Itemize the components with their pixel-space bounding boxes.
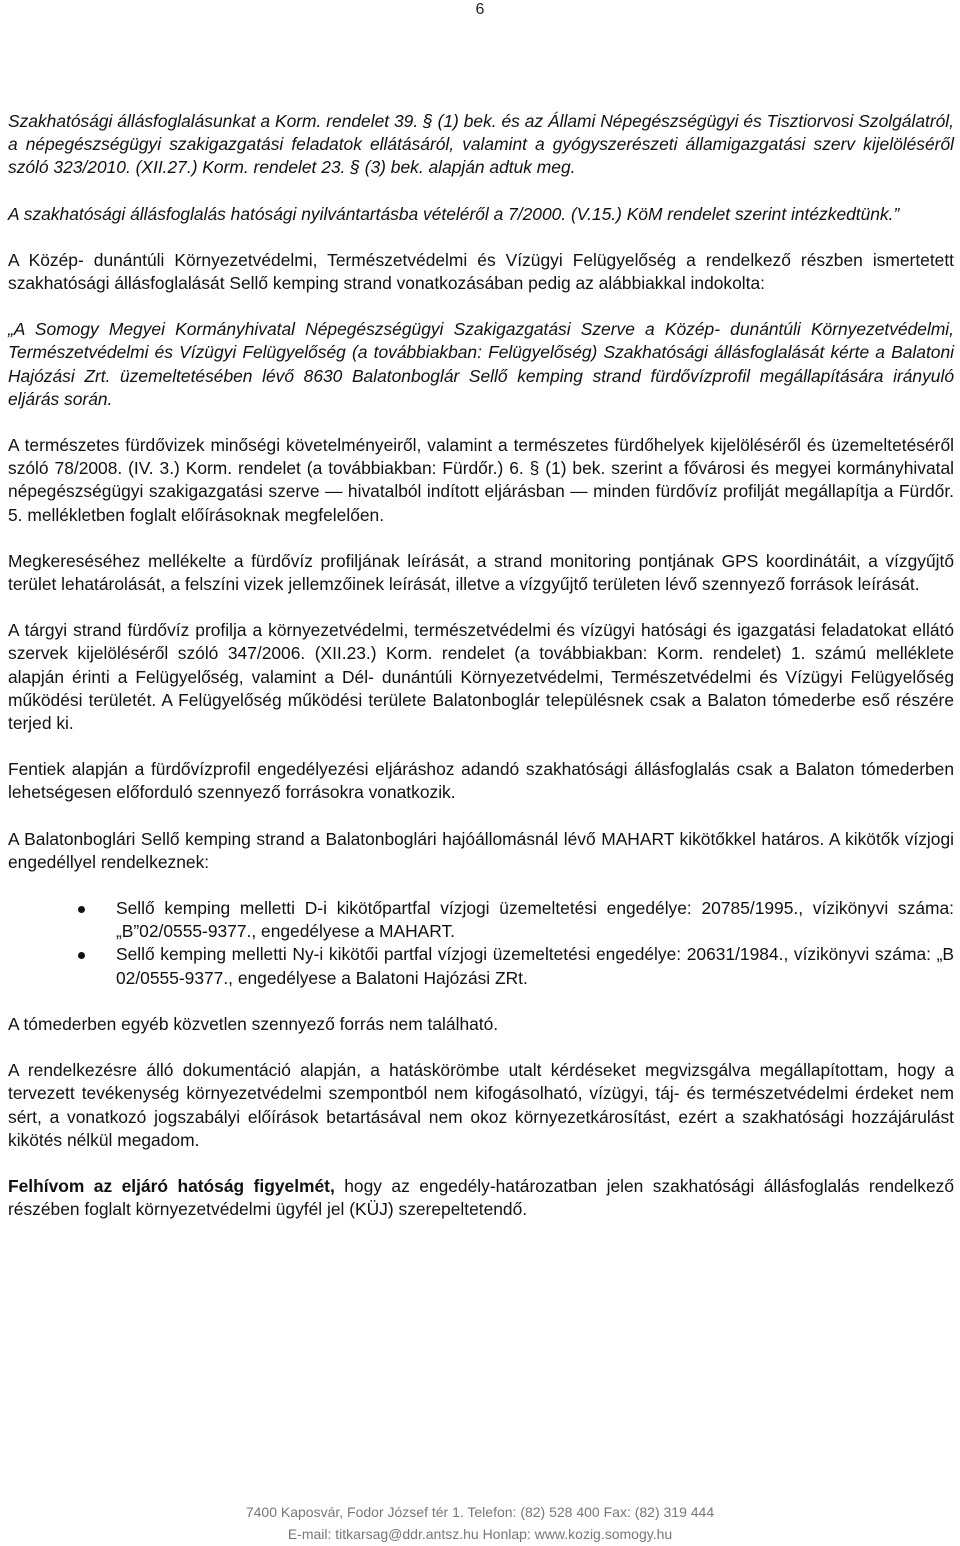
list-item-text: Sellő kemping melletti Ny-i kikötői partfal vízjogi üzemeltetési engedélye: 20631/1984., vízikönyvi száma: „B 02/0555-9377., engedélyese a Balatoni Hajózási ZRt.	[116, 944, 954, 988]
list-item	[8, 897, 954, 943]
paragraph-scope: Fentiek alapján a fürdővízprofil engedélyezési eljáráshoz adandó szakhatósági állásfoglalás csak a Balaton tómederben lehetségesen előforduló szennyező forrásokra vonatkozik.	[8, 759, 954, 803]
list-item	[8, 943, 954, 989]
paragraph-quote-request: „A Somogy Megyei Kormányhivatal Népegészségügyi Szakigazgatási Szerve a Közép- dunántúli Környezetvédelmi, Természetvédelmi és Vízügyi Felügyelőség (a továbbiakban: Felügyelőség) Szakhatósági állásfoglalását kérte a Balatoni Hajózási Zrt. üzemeltetésében lévő 8630 Balatonboglár Sellő kemping strand fürdővízprofil megállapítására irányuló eljárás során.	[8, 319, 954, 409]
paragraph-registry: A szakhatósági állásfoglalás hatósági nyilvántartásba vételéről a 7/2000. (V.15.) KöM rendelet szerint intézkedtünk.”	[8, 203, 900, 224]
document-body	[8, 110, 954, 1221]
paragraph-bathing-water: A természetes fürdővizek minőségi követelményeiről, valamint a természetes fürdőhelyek kijelöléséről és üzemeltetéséről szóló 78/2008. (IV. 3.) Korm. rendelet (a továbbiakban: Fürdőr.) 6. § (1) bek. szerint a fővárosi és megyei kormányhivatal népegészségügyi szakigazgatási szerve — hivatalból indított eljárásban — minden fürdővíz profilját megállapítja a Fürdőr. 5. mellékletben foglalt előírásoknak megfelelően.	[8, 435, 954, 525]
page-number: 6	[475, 1, 485, 18]
paragraph-notice	[8, 1175, 954, 1221]
bullet-icon	[78, 906, 85, 913]
paragraph-no-pollution: A tómederben egyéb közvetlen szennyező forrás nem található.	[8, 1013, 499, 1034]
harbour-permit-list	[8, 897, 954, 990]
paragraph-justification-intro: A Közép- dunántúli Környezetvédelmi, Természetvédelmi és Vízügyi Felügyelőség a rendelkező részben ismertetett szakhatósági állásfoglalását Sellő kemping strand vonatkozásában pedig az alábbiakkal indokolta:	[8, 249, 954, 294]
paragraph-conclusion: A rendelkezésre álló dokumentáció alapján, a hatáskörömbe utalt kérdéseket megvizsgálva megállapítottam, hogy a tervezett tevékenység környezetvédelmi szempontból nem kifogásolható, vízügyi, táj- és természetvédelmi érdeket nem sért, a vonatkozó jogszabályi előírások betartásával nem okoz környezetkárosítást, ezért a szakhatósági hozzájárulást kikötés nélkül megadom.	[8, 1060, 954, 1150]
notice-bold-lead: Felhívom az eljáró hatóság figyelmét,	[8, 1175, 335, 1196]
bullet-icon	[78, 952, 85, 959]
paragraph-legal-basis: Szakhatósági állásfoglalásunkat a Korm. rendelet 39. § (1) bek. és az Állami Népegészségügyi és Tisztiorvosi Szolgálatról, a népegészségügyi szakigazgatási feladatok ellátásáról, valamint a gyógyszerészeti államigazgatási szerv kijelöléséről szóló 323/2010. (XII.27.) Korm. rendelet 23. § (3) bek. alapján adtuk meg.	[8, 111, 954, 178]
paragraph-attachments: Megkereséséhez mellékelte a fürdővíz profiljának leírását, a strand monitoring pontjának GPS koordinátáit, a vízgyűjtő terület lehatárolását, a felszíni vizek jellemzőinek leírását, illetve a vízgyűjtő területen lévő szennyező források leírását.	[8, 550, 954, 595]
footer-address: 7400 Kaposvár, Fodor József tér 1. Telefon: (82) 528 400 Fax: (82) 319 444	[245, 1504, 715, 1520]
paragraph-harbours: A Balatonboglári Sellő kemping strand a Balatonboglári hajóállomásnál lévő MAHART kikötőkkel határos. A kikötők vízjogi engedéllyel rendelkeznek:	[8, 828, 954, 872]
paragraph-jurisdiction: A tárgyi strand fürdővíz profilja a környezetvédelmi, természetvédelmi és vízügyi hatósági és igazgatási feladatokat ellátó szervek kijelöléséről szóló 347/2006. (XII.23.) Korm. rendelet (a továbbiakban: Korm. rendelet) 1. számú melléklete alapján érinti a Felügyelőség, valamint a Dél- dunántúli Környezetvédelmi, Természetvédelmi és Vízügyi Felügyelőség működési területét. A Felügyelőség működési területe Balatonboglár településnek csak a Balaton tómederbe eső részére terjed ki.	[8, 620, 954, 734]
footer-contact: E-mail: titkarsag@ddr.antsz.hu Honlap: www.kozig.somogy.hu	[287, 1526, 673, 1542]
notice-text: hogy az engedély-határozatban jelen szakhatósági állásfoglalás rendelkező részében foglalt környezetvédelmi ügyfél jel (KÜJ) szerepeltetendő.	[8, 1175, 954, 1220]
list-item-text: Sellő kemping melletti D-i kikötőpartfal vízjogi üzemeltetési engedélye: 20785/1995., vízikönyvi száma: „B”02/0555-9377., engedélyese a MAHART.	[116, 898, 954, 942]
